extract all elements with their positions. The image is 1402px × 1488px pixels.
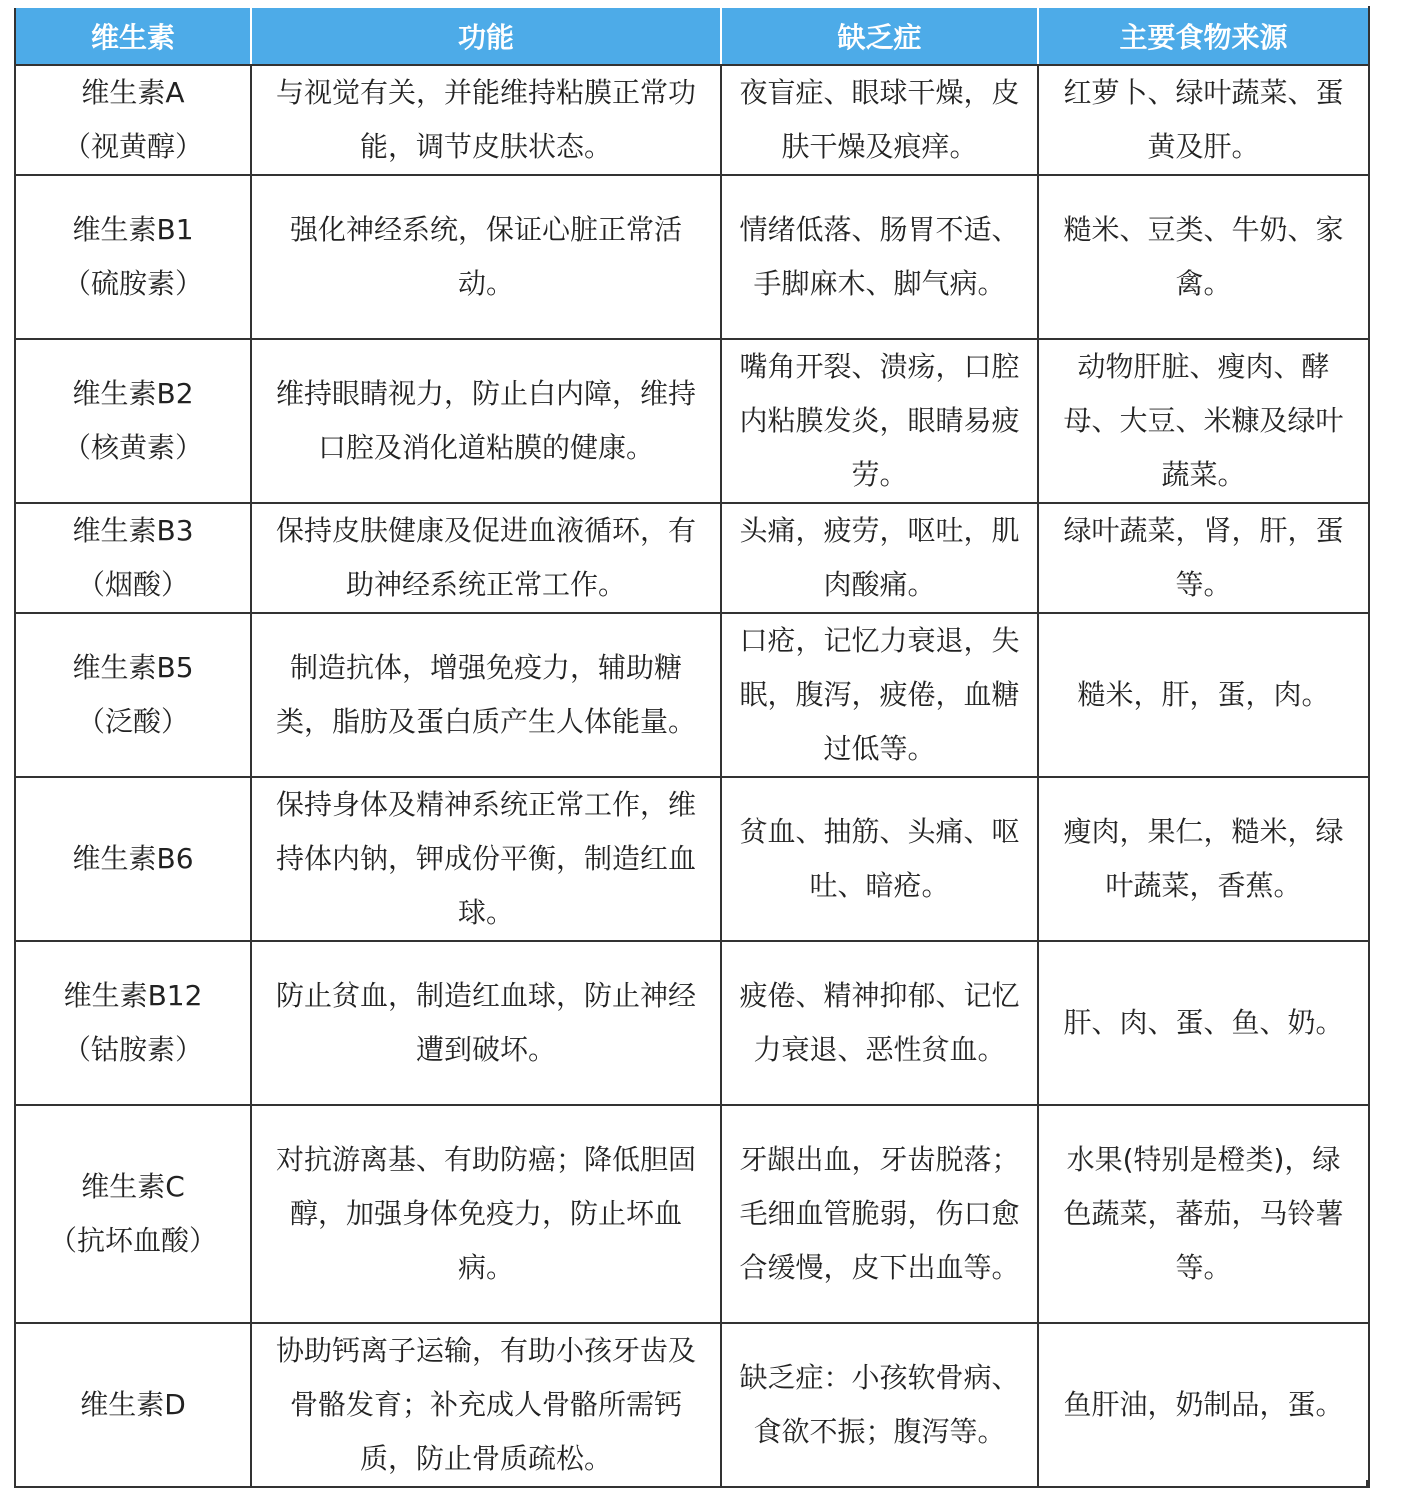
vitamin-alias: （核黄素） xyxy=(62,431,203,464)
function-cell: 制造抗体，增强免疫力，辅助糖类，脂肪及蛋白质产生人体能量。 xyxy=(251,613,721,777)
deficiency-cell: 缺乏症：小孩软骨病、食欲不振；腹泻等。 xyxy=(721,1323,1038,1487)
function-cell: 对抗游离基、有助防癌；降低胆固醇，加强身体免疫力，防止坏血病。 xyxy=(251,1105,721,1323)
sources-cell: 鱼肝油，奶制品，蛋。 xyxy=(1038,1323,1369,1487)
table-row xyxy=(15,613,1369,777)
function-cell: 防止贫血，制造红血球，防止神经遭到破坏。 xyxy=(251,941,721,1105)
column-divider xyxy=(1037,1480,1039,1486)
deficiency-cell: 牙龈出血，牙齿脱落；毛细血管脆弱，伤口愈合缓慢，皮下出血等。 xyxy=(721,1105,1038,1323)
function-cell: 协助钙离子运输，有助小孩牙齿及骨骼发育；补充成人骨骼所需钙质，防止骨质疏松。 xyxy=(251,1323,721,1487)
deficiency-cell: 贫血、抽筋、头痛、呕吐、暗疮。 xyxy=(721,777,1038,941)
vitamin-alias: （抗坏血酸） xyxy=(48,1224,217,1257)
column-divider xyxy=(250,1480,252,1486)
table-row xyxy=(15,503,1369,613)
table-row xyxy=(15,941,1369,1105)
sources-cell: 糙米，肝，蛋，肉。 xyxy=(1038,613,1369,777)
vitamin-name-cell xyxy=(15,175,251,339)
vitamin-name-cell xyxy=(15,777,251,941)
deficiency-cell: 嘴角开裂、溃疡，口腔内粘膜发炎，眼睛易疲劳。 xyxy=(721,339,1038,503)
sources-cell: 水果(特别是橙类)，绿色蔬菜，蕃茄，马铃薯等。 xyxy=(1038,1105,1369,1323)
table-continuation xyxy=(14,1480,1368,1486)
header-function: 功能 xyxy=(251,7,721,65)
vitamin-name: 维生素A xyxy=(81,76,185,109)
vitamin-alias: （钴胺素） xyxy=(62,1033,203,1066)
header-deficiency: 缺乏症 xyxy=(721,7,1038,65)
header-food-sources: 主要食物来源 xyxy=(1038,7,1369,65)
function-cell: 与视觉有关，并能维持粘膜正常功能，调节皮肤状态。 xyxy=(251,65,721,175)
function-cell: 强化神经系统，保证心脏正常活动。 xyxy=(251,175,721,339)
vitamin-name: 维生素D xyxy=(80,1388,186,1421)
vitamin-name: 维生素B5 xyxy=(72,651,194,684)
deficiency-cell: 情绪低落、肠胃不适、手脚麻木、脚气病。 xyxy=(721,175,1038,339)
vitamin-name-cell xyxy=(15,941,251,1105)
vitamin-alias: （烟酸） xyxy=(76,568,189,601)
vitamin-name-cell xyxy=(15,1323,251,1487)
vitamin-name-cell xyxy=(15,1105,251,1323)
vitamin-name: 维生素C xyxy=(81,1170,185,1203)
deficiency-cell: 头痛，疲劳，呕吐，肌肉酸痛。 xyxy=(721,503,1038,613)
vitamin-name: 维生素B3 xyxy=(72,514,194,547)
function-cell: 维持眼睛视力，防止白内障，维持口腔及消化道粘膜的健康。 xyxy=(251,339,721,503)
function-cell: 保持皮肤健康及促进血液循环，有助神经系统正常工作。 xyxy=(251,503,721,613)
vitamin-alias: （泛酸） xyxy=(76,705,189,738)
vitamin-table xyxy=(14,6,1370,1488)
vitamin-name: 维生素B6 xyxy=(72,842,194,875)
vitamin-name: 维生素B2 xyxy=(72,377,194,410)
column-divider xyxy=(720,1480,722,1486)
vitamin-name-cell xyxy=(15,613,251,777)
sources-cell: 绿叶蔬菜，肾，肝，蛋等。 xyxy=(1038,503,1369,613)
vitamin-alias: （硫胺素） xyxy=(62,267,203,300)
vitamin-name-cell xyxy=(15,503,251,613)
sources-cell: 糙米、豆类、牛奶、家禽。 xyxy=(1038,175,1369,339)
vitamin-name: 维生素B12 xyxy=(63,979,203,1012)
vitamin-alias: （视黄醇） xyxy=(62,130,203,163)
table-row xyxy=(15,1105,1369,1323)
table-row xyxy=(15,777,1369,941)
function-cell: 保持身体及精神系统正常工作，维持体内钠，钾成份平衡，制造红血球。 xyxy=(251,777,721,941)
table-row xyxy=(15,65,1369,175)
sources-cell: 肝、肉、蛋、鱼、奶。 xyxy=(1038,941,1369,1105)
sources-cell: 动物肝脏、瘦肉、酵母、大豆、米糠及绿叶蔬菜。 xyxy=(1038,339,1369,503)
vitamin-name: 维生素B1 xyxy=(72,213,194,246)
deficiency-cell: 疲倦、精神抑郁、记忆力衰退、恶性贫血。 xyxy=(721,941,1038,1105)
table-row xyxy=(15,175,1369,339)
vitamin-name-cell xyxy=(15,65,251,175)
table-row xyxy=(15,1323,1369,1487)
deficiency-cell: 口疮，记忆力衰退，失眠，腹泻，疲倦，血糖过低等。 xyxy=(721,613,1038,777)
table-row xyxy=(15,339,1369,503)
vitamin-name-cell xyxy=(15,339,251,503)
deficiency-cell: 夜盲症、眼球干燥，皮肤干燥及痕痒。 xyxy=(721,65,1038,175)
sources-cell: 瘦肉，果仁，糙米，绿叶蔬菜，香蕉。 xyxy=(1038,777,1369,941)
header-vitamin: 维生素 xyxy=(15,7,251,65)
header-row xyxy=(15,7,1369,65)
sources-cell: 红萝卜、绿叶蔬菜、蛋黄及肝。 xyxy=(1038,65,1369,175)
